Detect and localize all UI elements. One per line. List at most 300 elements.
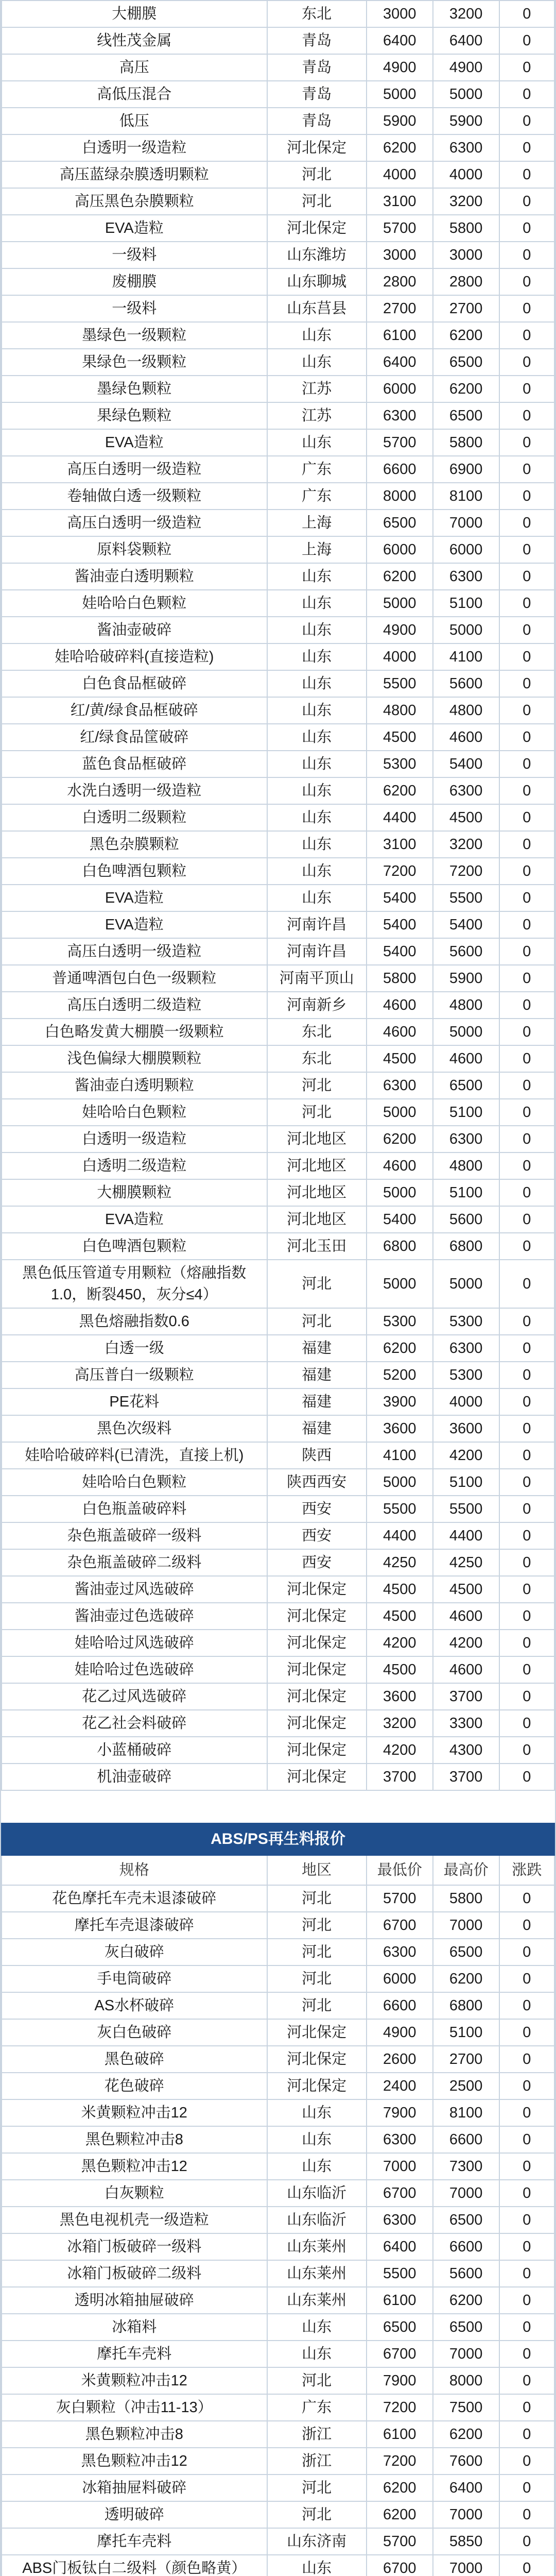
cell-change: 0	[499, 108, 554, 134]
cell-change: 0	[499, 670, 554, 697]
cell-change: 0	[499, 2394, 554, 2421]
cell-change: 0	[499, 215, 554, 242]
cell-spec: 蓝色食品框破碎	[2, 751, 267, 777]
cell-region: 广东	[267, 456, 367, 483]
cell-region: 山东临沂	[267, 2180, 367, 2207]
cell-change: 0	[499, 2207, 554, 2233]
table-row	[2, 1153, 554, 1179]
table-row	[2, 2019, 554, 2046]
cell-spec: 黑色颗粒冲击8	[2, 2421, 267, 2448]
cell-spec: 娃哈哈破碎料(已清洗，直接上机)	[2, 1442, 267, 1469]
cell-spec: 卷轴做白透一级颗粒	[2, 483, 267, 510]
cell-min-price: 4600	[367, 1019, 433, 1045]
cell-spec: 米黄颗粒冲击12	[2, 2099, 267, 2126]
cell-spec: 娃哈哈过风选破碎	[2, 1630, 267, 1656]
table-row	[2, 2207, 554, 2233]
table-row	[2, 429, 554, 456]
table-row	[2, 965, 554, 992]
cell-min-price: 6100	[367, 322, 433, 349]
cell-change: 0	[499, 1415, 554, 1442]
cell-region: 山东	[267, 831, 367, 858]
cell-region: 山东	[267, 322, 367, 349]
pe-price-table-body	[2, 1, 554, 1790]
cell-spec: 冰箱门板破碎二级料	[2, 2260, 267, 2287]
cell-max-price: 6200	[433, 2421, 499, 2448]
cell-min-price: 7900	[367, 2099, 433, 2126]
cell-spec: 原料袋颗粒	[2, 536, 267, 563]
cell-min-price: 4600	[367, 992, 433, 1019]
table-row	[2, 804, 554, 831]
cell-min-price: 4900	[367, 617, 433, 643]
cell-min-price: 6400	[367, 349, 433, 376]
cell-min-price: 3100	[367, 831, 433, 858]
cell-min-price: 4600	[367, 1153, 433, 1179]
cell-change: 0	[499, 376, 554, 402]
cell-spec: 娃哈哈白色颗粒	[2, 590, 267, 617]
cell-region: 河北	[267, 1099, 367, 1126]
cell-change: 0	[499, 965, 554, 992]
cell-min-price: 5000	[367, 590, 433, 617]
cell-max-price: 6500	[433, 349, 499, 376]
cell-max-price: 5600	[433, 1206, 499, 1233]
cell-min-price: 5500	[367, 2260, 433, 2287]
cell-spec: 小蓝桶破碎	[2, 1737, 267, 1764]
table-row	[2, 1335, 554, 1362]
cell-min-price: 4500	[367, 1603, 433, 1630]
cell-max-price: 4800	[433, 992, 499, 1019]
cell-change: 0	[499, 2421, 554, 2448]
cell-min-price: 3100	[367, 188, 433, 215]
table-row	[2, 1885, 554, 1912]
cell-region: 陕西	[267, 1442, 367, 1469]
cell-region: 河北	[267, 1912, 367, 1939]
cell-max-price: 2700	[433, 2046, 499, 2073]
cell-min-price: 2400	[367, 2073, 433, 2099]
cell-max-price: 4500	[433, 804, 499, 831]
cell-change: 0	[499, 1335, 554, 1362]
cell-change: 0	[499, 1442, 554, 1469]
table-row	[2, 456, 554, 483]
cell-region: 山东	[267, 858, 367, 885]
cell-min-price: 6800	[367, 1233, 433, 1260]
table-row	[2, 1912, 554, 1939]
cell-spec: 高压	[2, 54, 267, 81]
cell-spec: 花乙过风选破碎	[2, 1683, 267, 1710]
cell-min-price: 3000	[367, 1, 433, 27]
table-row	[2, 563, 554, 590]
cell-region: 山东聊城	[267, 268, 367, 295]
cell-spec: 机油壶破碎	[2, 1764, 267, 1790]
cell-change: 0	[499, 456, 554, 483]
cell-region: 山东	[267, 670, 367, 697]
cell-change: 0	[499, 804, 554, 831]
cell-min-price: 6200	[367, 2501, 433, 2528]
cell-min-price: 6000	[367, 536, 433, 563]
cell-change: 0	[499, 1126, 554, 1153]
table-row	[2, 2260, 554, 2287]
cell-max-price: 4600	[433, 1656, 499, 1683]
table-row	[2, 777, 554, 804]
cell-spec: 手电筒破碎	[2, 1965, 267, 1992]
cell-region: 山东	[267, 724, 367, 751]
table-row	[2, 1683, 554, 1710]
cell-region: 山东	[267, 643, 367, 670]
cell-region: 山东	[267, 563, 367, 590]
cell-spec: 娃哈哈破碎料(直接造粒)	[2, 643, 267, 670]
table-row	[2, 54, 554, 81]
cell-max-price: 6900	[433, 456, 499, 483]
cell-spec: 杂色瓶盖破碎二级料	[2, 1549, 267, 1576]
table-row	[2, 1737, 554, 1764]
cell-change: 0	[499, 1885, 554, 1912]
cell-change: 0	[499, 617, 554, 643]
cell-max-price: 6500	[433, 2314, 499, 2341]
cell-spec: 白色啤酒包颗粒	[2, 858, 267, 885]
cell-max-price: 8000	[433, 2367, 499, 2394]
cell-region: 东北	[267, 1019, 367, 1045]
table-row	[2, 1549, 554, 1576]
cell-max-price: 4600	[433, 1603, 499, 1630]
cell-region: 河北保定	[267, 1683, 367, 1710]
cell-max-price: 2700	[433, 295, 499, 322]
table-row	[2, 1019, 554, 1045]
cell-max-price: 4600	[433, 724, 499, 751]
cell-spec: EVA造粒	[2, 885, 267, 911]
table-row	[2, 536, 554, 563]
cell-region: 河北地区	[267, 1206, 367, 1233]
table-row	[2, 1442, 554, 1469]
cell-spec: ABS门板钛白二级料（颜色略黄）	[2, 2555, 267, 2576]
cell-change: 0	[499, 992, 554, 1019]
cell-min-price: 6100	[367, 2287, 433, 2314]
cell-max-price: 5300	[433, 1308, 499, 1335]
cell-spec: 高压白透明一级造粒	[2, 510, 267, 536]
table-row	[2, 2394, 554, 2421]
cell-change: 0	[499, 2126, 554, 2153]
cell-change: 0	[499, 402, 554, 429]
cell-region: 河北	[267, 1260, 367, 1308]
cell-min-price: 5400	[367, 938, 433, 965]
cell-change: 0	[499, 1992, 554, 2019]
table-row	[2, 81, 554, 108]
cell-change: 0	[499, 1153, 554, 1179]
cell-min-price: 6500	[367, 510, 433, 536]
abs-price-sheet	[0, 1823, 556, 2576]
cell-change: 0	[499, 751, 554, 777]
table-row	[2, 295, 554, 322]
cell-region: 河北	[267, 1992, 367, 2019]
table-row	[2, 108, 554, 134]
cell-region: 山东临沂	[267, 2207, 367, 2233]
cell-spec: PE花料	[2, 1388, 267, 1415]
cell-min-price: 4200	[367, 1737, 433, 1764]
cell-min-price: 6000	[367, 376, 433, 402]
cell-min-price: 5800	[367, 965, 433, 992]
cell-max-price: 3200	[433, 1, 499, 27]
table-row	[2, 911, 554, 938]
cell-min-price: 6300	[367, 1072, 433, 1099]
cell-max-price: 6300	[433, 563, 499, 590]
table-row	[2, 402, 554, 429]
cell-min-price: 5400	[367, 885, 433, 911]
cell-max-price: 7000	[433, 1912, 499, 1939]
cell-change: 0	[499, 1206, 554, 1233]
cell-max-price: 6300	[433, 134, 499, 161]
cell-change: 0	[499, 1683, 554, 1710]
cell-spec: 摩托车壳料	[2, 2341, 267, 2367]
cell-region: 河南许昌	[267, 911, 367, 938]
cell-min-price: 4900	[367, 54, 433, 81]
cell-spec: 红/黄/绿食品框破碎	[2, 697, 267, 724]
cell-min-price: 6200	[367, 1335, 433, 1362]
cell-change: 0	[499, 2528, 554, 2555]
cell-max-price: 7600	[433, 2448, 499, 2475]
cell-min-price: 5500	[367, 1496, 433, 1522]
table-row	[2, 1603, 554, 1630]
cell-region: 山东	[267, 697, 367, 724]
cell-change: 0	[499, 2153, 554, 2180]
cell-max-price: 5900	[433, 108, 499, 134]
cell-min-price: 2600	[367, 2046, 433, 2073]
cell-spec: 果绿色一级颗粒	[2, 349, 267, 376]
cell-region: 上海	[267, 536, 367, 563]
table-row	[2, 27, 554, 54]
table-row	[2, 2421, 554, 2448]
table-row	[2, 2475, 554, 2501]
column-header-row	[2, 1855, 554, 1885]
cell-spec: 黑色熔融指数0.6	[2, 1308, 267, 1335]
cell-max-price: 4250	[433, 1549, 499, 1576]
cell-max-price: 4400	[433, 1522, 499, 1549]
cell-min-price: 6300	[367, 2126, 433, 2153]
cell-spec: 高压蓝绿杂膜透明颗粒	[2, 161, 267, 188]
cell-change: 0	[499, 1965, 554, 1992]
table-row	[2, 376, 554, 402]
cell-region: 山东莱州	[267, 2260, 367, 2287]
cell-max-price: 7000	[433, 2180, 499, 2207]
cell-min-price: 4900	[367, 2019, 433, 2046]
section-title-row	[2, 1823, 554, 1855]
cell-change: 0	[499, 322, 554, 349]
cell-min-price: 7200	[367, 2394, 433, 2421]
cell-change: 0	[499, 2341, 554, 2367]
table-row	[2, 2073, 554, 2099]
table-row	[2, 1308, 554, 1335]
cell-max-price: 6200	[433, 1965, 499, 1992]
cell-max-price: 5800	[433, 429, 499, 456]
cell-min-price: 6400	[367, 27, 433, 54]
cell-change: 0	[499, 938, 554, 965]
cell-spec: 白色略发黄大棚膜一级颗粒	[2, 1019, 267, 1045]
cell-region: 青岛	[267, 54, 367, 81]
cell-max-price: 5800	[433, 215, 499, 242]
cell-region: 青岛	[267, 27, 367, 54]
cell-region: 山东	[267, 617, 367, 643]
header-spec: 规格	[2, 1855, 267, 1885]
cell-max-price: 8100	[433, 483, 499, 510]
cell-change: 0	[499, 2233, 554, 2260]
cell-min-price: 6300	[367, 1939, 433, 1965]
cell-change: 0	[499, 242, 554, 268]
cell-region: 山东	[267, 2555, 367, 2576]
cell-min-price: 5200	[367, 1362, 433, 1388]
table-row	[2, 1260, 554, 1308]
cell-spec: AS水杯破碎	[2, 1992, 267, 2019]
table-row	[2, 2099, 554, 2126]
cell-spec: 白色食品框破碎	[2, 670, 267, 697]
cell-min-price: 3000	[367, 242, 433, 268]
cell-max-price: 4800	[433, 697, 499, 724]
table-row	[2, 2180, 554, 2207]
cell-max-price: 4100	[433, 643, 499, 670]
cell-region: 青岛	[267, 81, 367, 108]
cell-spec: 酱油壶过色选破碎	[2, 1603, 267, 1630]
cell-min-price: 4500	[367, 1045, 433, 1072]
table-row	[2, 2314, 554, 2341]
cell-max-price: 3200	[433, 831, 499, 858]
table-row	[2, 885, 554, 911]
cell-region: 上海	[267, 510, 367, 536]
cell-region: 河北保定	[267, 1630, 367, 1656]
cell-max-price: 6300	[433, 1335, 499, 1362]
cell-spec: 透明破碎	[2, 2501, 267, 2528]
table-row	[2, 2341, 554, 2367]
cell-spec: 高低压混合	[2, 81, 267, 108]
cell-region: 河北	[267, 1072, 367, 1099]
cell-region: 山东	[267, 429, 367, 456]
table-row	[2, 510, 554, 536]
cell-max-price: 3000	[433, 242, 499, 268]
cell-region: 浙江	[267, 2448, 367, 2475]
cell-max-price: 4300	[433, 1737, 499, 1764]
cell-region: 山东	[267, 777, 367, 804]
cell-region: 河北玉田	[267, 1233, 367, 1260]
table-row	[2, 992, 554, 1019]
cell-spec: 低压	[2, 108, 267, 134]
cell-min-price: 5400	[367, 911, 433, 938]
cell-change: 0	[499, 510, 554, 536]
table-row	[2, 1072, 554, 1099]
cell-max-price: 6800	[433, 1233, 499, 1260]
cell-min-price: 3900	[367, 1388, 433, 1415]
cell-spec: 大棚膜颗粒	[2, 1179, 267, 1206]
table-row	[2, 2501, 554, 2528]
cell-spec: 白透一级	[2, 1335, 267, 1362]
cell-region: 山东莒县	[267, 295, 367, 322]
cell-region: 河北	[267, 1965, 367, 1992]
cell-max-price: 4800	[433, 1153, 499, 1179]
cell-region: 江苏	[267, 376, 367, 402]
cell-max-price: 5000	[433, 617, 499, 643]
table-row	[2, 1939, 554, 1965]
cell-min-price: 6200	[367, 777, 433, 804]
table-row	[2, 1656, 554, 1683]
cell-region: 河北保定	[267, 1764, 367, 1790]
cell-spec: 冰箱抽屉料破碎	[2, 2475, 267, 2501]
cell-max-price: 6200	[433, 376, 499, 402]
cell-max-price: 5600	[433, 2260, 499, 2287]
cell-spec: 黑色颗粒冲击8	[2, 2126, 267, 2153]
cell-change: 0	[499, 429, 554, 456]
cell-max-price: 5100	[433, 1179, 499, 1206]
cell-change: 0	[499, 483, 554, 510]
table-row	[2, 1415, 554, 1442]
table-row	[2, 2367, 554, 2394]
cell-change: 0	[499, 2019, 554, 2046]
cell-min-price: 4100	[367, 1442, 433, 1469]
cell-min-price: 6100	[367, 2421, 433, 2448]
cell-change: 0	[499, 2501, 554, 2528]
table-row	[2, 161, 554, 188]
cell-min-price: 4000	[367, 643, 433, 670]
cell-region: 河北	[267, 161, 367, 188]
cell-change: 0	[499, 2287, 554, 2314]
cell-change: 0	[499, 724, 554, 751]
cell-region: 河北	[267, 1939, 367, 1965]
cell-min-price: 5900	[367, 108, 433, 134]
cell-spec: 高压白透明一级造粒	[2, 938, 267, 965]
cell-region: 山东	[267, 804, 367, 831]
cell-max-price: 7000	[433, 510, 499, 536]
cell-change: 0	[499, 1260, 554, 1308]
cell-change: 0	[499, 1362, 554, 1388]
cell-region: 山东	[267, 2314, 367, 2341]
cell-max-price: 5500	[433, 885, 499, 911]
cell-max-price: 6600	[433, 2126, 499, 2153]
cell-max-price: 4200	[433, 1630, 499, 1656]
cell-spec: 废棚膜	[2, 268, 267, 295]
cell-spec: 红/绿食品筐破碎	[2, 724, 267, 751]
cell-change: 0	[499, 1, 554, 27]
cell-min-price: 2700	[367, 295, 433, 322]
cell-region: 河北	[267, 1885, 367, 1912]
cell-change: 0	[499, 1710, 554, 1737]
cell-min-price: 5500	[367, 670, 433, 697]
cell-min-price: 4500	[367, 1656, 433, 1683]
cell-max-price: 6500	[433, 402, 499, 429]
cell-spec: EVA造粒	[2, 911, 267, 938]
cell-min-price: 7200	[367, 858, 433, 885]
cell-change: 0	[499, 1179, 554, 1206]
cell-spec: 黑色低压管道专用颗粒（熔融指数1.0，断裂450，灰分≤4）	[2, 1260, 267, 1308]
cell-max-price: 6500	[433, 2207, 499, 2233]
table-row	[2, 349, 554, 376]
cell-region: 河北保定	[267, 1656, 367, 1683]
cell-change: 0	[499, 1045, 554, 1072]
cell-region: 河北	[267, 2367, 367, 2394]
cell-spec: EVA造粒	[2, 429, 267, 456]
cell-region: 东北	[267, 1, 367, 27]
cell-region: 山东	[267, 2099, 367, 2126]
cell-change: 0	[499, 2314, 554, 2341]
cell-region: 福建	[267, 1335, 367, 1362]
cell-spec: 黑色电视机壳一级造粒	[2, 2207, 267, 2233]
cell-spec: 高压黑色杂膜颗粒	[2, 188, 267, 215]
cell-min-price: 8000	[367, 483, 433, 510]
cell-max-price: 5100	[433, 590, 499, 617]
cell-change: 0	[499, 831, 554, 858]
cell-max-price: 4000	[433, 161, 499, 188]
cell-change: 0	[499, 349, 554, 376]
cell-min-price: 5700	[367, 429, 433, 456]
cell-spec: 高压白透明二级造粒	[2, 992, 267, 1019]
table-row	[2, 322, 554, 349]
cell-change: 0	[499, 1388, 554, 1415]
cell-min-price: 4000	[367, 161, 433, 188]
cell-spec: 透明冰箱抽屉破碎	[2, 2287, 267, 2314]
cell-min-price: 5400	[367, 1206, 433, 1233]
cell-change: 0	[499, 858, 554, 885]
